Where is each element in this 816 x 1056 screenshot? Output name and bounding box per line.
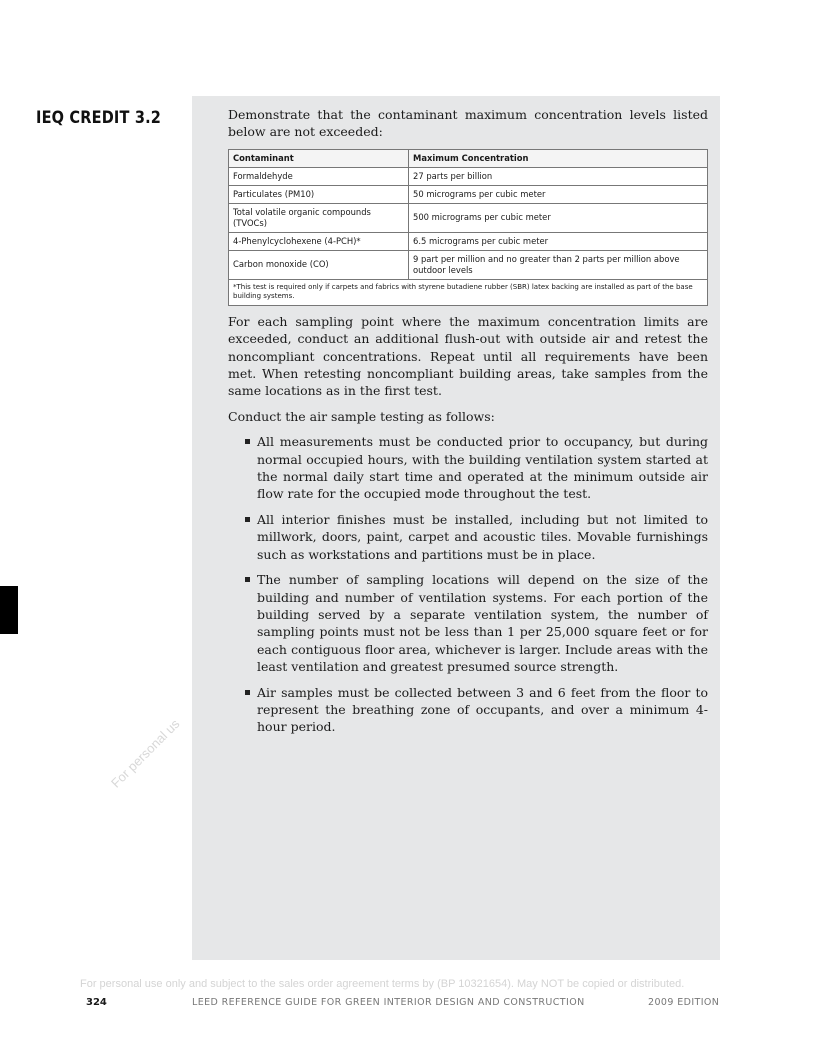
square-bullet-icon — [245, 439, 250, 444]
concentration-cell: 27 parts per billion — [409, 167, 708, 185]
credit-content — [228, 106, 708, 744]
watermark-line: For personal use only and subject to the sales order agreement terms by (BP 10321654). May NOT be copied or distributed. — [80, 978, 685, 990]
table-header-row — [229, 149, 708, 167]
table-row — [229, 250, 708, 279]
testing-intro-paragraph: Conduct the air sample testing as follows: — [228, 408, 495, 424]
list-item-text: All interior finishes must be installed, including but not limited to millwork, doors, paint, carpet and acoustic tiles. Movable furnishings such as workstations and partitions must be in place. — [257, 511, 708, 562]
contaminant-cell: Total volatile organic compounds (TVOCs) — [229, 203, 409, 232]
footer-book-title: LEED REFERENCE GUIDE FOR GREEN INTERIOR DESIGN AND CONSTRUCTION — [192, 997, 585, 1008]
page-number: 324 — [86, 997, 107, 1008]
concentration-cell: 6.5 micrograms per cubic meter — [409, 232, 708, 250]
square-bullet-icon — [245, 517, 250, 522]
square-bullet-icon — [245, 577, 250, 582]
column-header-contaminant: Contaminant — [229, 149, 409, 167]
contaminant-cell: Carbon monoxide (CO) — [229, 250, 409, 279]
list-item — [257, 684, 708, 736]
list-item-text: The number of sampling locations will depend on the size of the building and number of ventilation systems. For each portion of the building served by a separate ventilation system, the number of sampling points must not be less than 1 per 25,000 square feet or for each contiguous floor area, whichever is larger. Include areas with the least ventilation and greatest presumed source strength. — [257, 572, 708, 675]
concentration-cell: 500 micrograms per cubic meter — [409, 203, 708, 232]
list-item — [257, 511, 708, 563]
concentration-cell: 9 part per million and no greater than 2 parts per million above outdoor levels — [409, 250, 708, 279]
contaminant-cell: 4-Phenylcyclohexene (4-PCH)* — [229, 232, 409, 250]
square-bullet-icon — [245, 690, 250, 695]
footer-edition: 2009 EDITION — [648, 997, 720, 1008]
list-item — [257, 433, 708, 503]
table-footnote: *This test is required only if carpets and fabrics with styrene butadiene rubber (SBR) latex backing are installed as part of the base building systems. — [229, 279, 708, 305]
table-row — [229, 185, 708, 203]
section-thumb-tab — [0, 586, 18, 634]
list-item-text: All measurements must be conducted prior to occupancy, but during normal occupied hours, with the building ventilation system started at the normal daily start time and operated at the minimum outside air flow rate for the occupied mode throughout the test. — [257, 434, 708, 502]
concentration-cell: 50 micrograms per cubic meter — [409, 185, 708, 203]
list-item — [257, 571, 708, 675]
table-row — [229, 232, 708, 250]
table-note-row — [229, 279, 708, 305]
flush-out-paragraph: For each sampling point where the maximum concentration limits are exceeded, conduct an additional flush-out with outside air and retest the noncompliant concentrations. Repeat until all requirements have been met. When retesting noncompliant building areas, take samples from the same locations as in the first test. — [228, 313, 708, 399]
testing-requirements-list — [228, 433, 708, 736]
list-item-text: Air samples must be collected between 3 and 6 feet from the floor to represent the breathing zone of occupants, and over a minimum 4-hour period. — [257, 684, 708, 735]
contaminant-cell: Formaldehyde — [229, 167, 409, 185]
table-row — [229, 167, 708, 185]
credit-title: IEQ CREDIT 3.2 — [36, 108, 162, 127]
contaminant-cell: Particulates (PM10) — [229, 185, 409, 203]
contaminant-table — [228, 149, 708, 306]
watermark-diagonal: For personal us — [108, 716, 183, 791]
column-header-max-concentration: Maximum Concentration — [409, 149, 708, 167]
table-row — [229, 203, 708, 232]
intro-paragraph: Demonstrate that the contaminant maximum concentration levels listed below are not exceeded: — [228, 107, 708, 140]
